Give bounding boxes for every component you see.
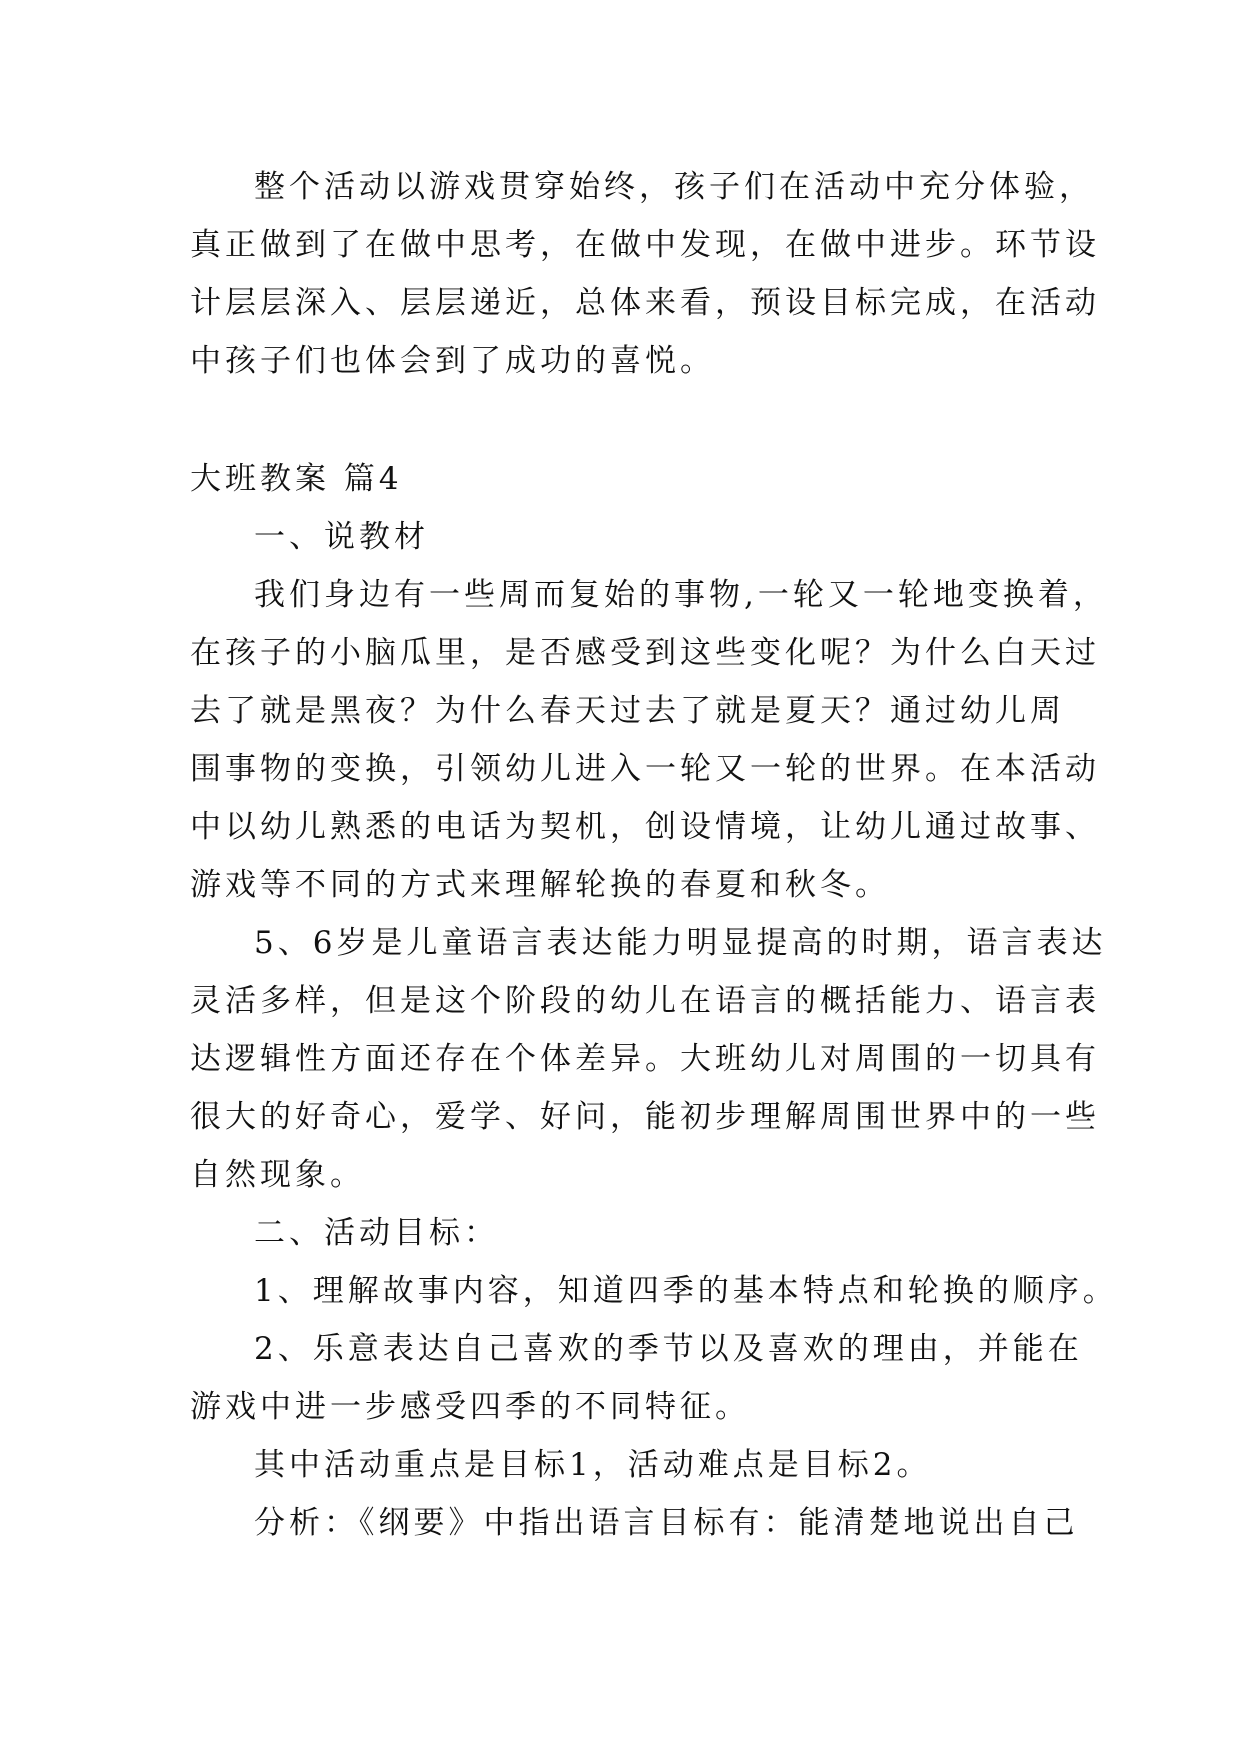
paragraph-line: 围事物的变换，引领幼儿进入一轮又一轮的世界。在本活动: [190, 751, 1100, 787]
subsection-heading: 二、活动目标：: [254, 1215, 499, 1251]
paragraph-line: 其中活动重点是目标1，活动难点是目标2。: [254, 1447, 932, 1483]
paragraph-line: 去了就是黑夜？为什么春天过去了就是夏天？通过幼儿周: [190, 693, 1065, 729]
paragraph-line: 我们身边有一些周而复始的事物,一轮又一轮地变换着，: [254, 577, 1108, 613]
paragraph-line: 灵活多样，但是这个阶段的幼儿在语言的概括能力、语言表: [190, 983, 1100, 1019]
paragraph-line: 游戏中进一步感受四季的不同特征。: [190, 1389, 750, 1425]
paragraph-line: 自然现象。: [190, 1157, 365, 1193]
paragraph-line: 分析：《纲要》中指出语言目标有：能清楚地说出自己: [254, 1505, 1079, 1541]
paragraph-line: 达逻辑性方面还存在个体差异。大班幼儿对周围的一切具有: [190, 1041, 1100, 1077]
paragraph-line: 中孩子们也体会到了成功的喜悦。: [190, 343, 715, 379]
paragraph-line: 整个活动以游戏贯穿始终，孩子们在活动中充分体验，: [254, 169, 1094, 205]
paragraph-line: 计层层深入、层层递近，总体来看，预设目标完成，在活动: [190, 285, 1100, 321]
paragraph-line: 中以幼儿熟悉的电话为契机，创设情境，让幼儿通过故事、: [190, 809, 1100, 845]
paragraph-line: 真正做到了在做中思考，在做中发现，在做中进步。环节设: [190, 227, 1100, 263]
section-heading: 大班教案 篇4: [190, 461, 403, 497]
paragraph-line: 在孩子的小脑瓜里，是否感受到这些变化呢？为什么白天过: [190, 635, 1100, 671]
subsection-heading: 一、说教材: [254, 519, 429, 555]
paragraph-line: 5、6岁是儿童语言表达能力明显提高的时期，语言表达: [254, 925, 1107, 961]
list-item: 2、乐意表达自己喜欢的季节以及喜欢的理由，并能在: [254, 1331, 1083, 1367]
list-item: 1、理解故事内容，知道四季的基本特点和轮换的顺序。: [254, 1273, 1118, 1309]
paragraph-line: 游戏等不同的方式来理解轮换的春夏和秋冬。: [190, 867, 890, 903]
paragraph-line: 很大的好奇心，爱学、好问，能初步理解周围世界中的一些: [190, 1099, 1100, 1135]
